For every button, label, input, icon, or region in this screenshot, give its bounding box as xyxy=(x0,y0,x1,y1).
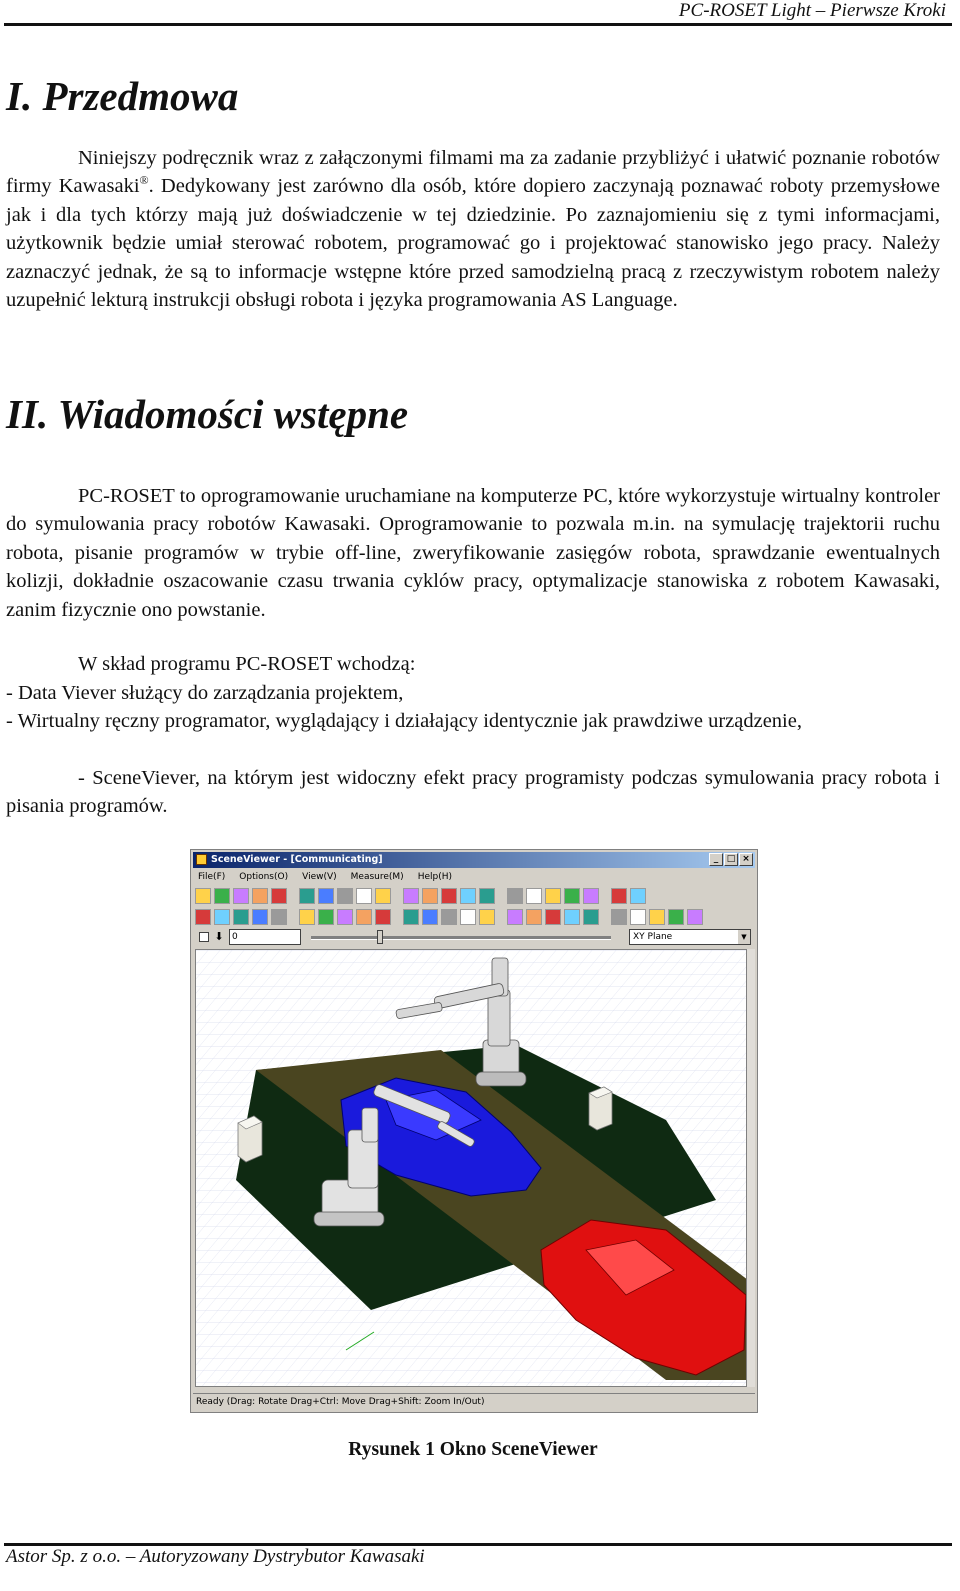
edit-tool-10-icon[interactable] xyxy=(375,909,391,925)
plane-select[interactable] xyxy=(629,929,751,945)
view-tool-3-icon[interactable] xyxy=(252,888,268,904)
toggle-checkbox[interactable] xyxy=(199,932,209,942)
3d-viewport[interactable] xyxy=(195,949,747,1387)
component-item-teach-pendant: - Wirtualny ręczny programator, wyglądający i działający identycznie jak prawdziwe urządzenie, xyxy=(6,710,802,732)
edit-tool-20-icon[interactable] xyxy=(545,909,561,925)
vertical-scrollbar[interactable] xyxy=(747,949,755,1387)
view-tool-0-icon[interactable] xyxy=(195,888,211,904)
edit-tool-3-icon[interactable] xyxy=(252,909,268,925)
view-tool-25-icon[interactable] xyxy=(630,888,646,904)
scene-render xyxy=(196,950,747,1387)
app-icon xyxy=(196,854,207,865)
plane-select-value: XY Plane xyxy=(633,932,673,942)
edit-tool-7-icon[interactable] xyxy=(318,909,334,925)
edit-tool-0-icon[interactable] xyxy=(195,909,211,925)
preface-paragraph xyxy=(6,144,940,314)
view-tool-24-icon[interactable] xyxy=(611,888,627,904)
frame-spin-input[interactable]: 0 xyxy=(229,929,301,945)
edit-tool-15-icon[interactable] xyxy=(460,909,476,925)
toolbar-row-2 xyxy=(195,907,753,927)
view-tool-2-icon[interactable] xyxy=(233,888,249,904)
edit-tool-2-icon[interactable] xyxy=(233,909,249,925)
edit-tool-13-icon[interactable] xyxy=(422,909,438,925)
view-tool-20-icon[interactable] xyxy=(545,888,561,904)
view-tool-18-icon[interactable] xyxy=(507,888,523,904)
preface-text-after: . Dedykowany jest zarówno dla osób, które dopiero zaczynają poznawać roboty przemysłowe jak i dla tych którzy mają już doświadczenie w tej dziedzinie. Po zaznajomieniu się z tymi informacjami, użytkownik będzie umiał sterować robotem, programować go i projektować stanowisko jego pracy. Należy zaznaczyć jednak, że są to informacje wstępne które przed samodzielną pracą z rzeczywistym robotem należy uzupełnić lekturą instrukcji obsługi robota i języka programowania AS Language. xyxy=(6,175,940,312)
close-button[interactable]: × xyxy=(739,853,753,866)
edit-tool-8-icon[interactable] xyxy=(337,909,353,925)
maximize-button[interactable]: □ xyxy=(724,853,738,866)
view-tool-14-icon[interactable] xyxy=(441,888,457,904)
edit-tool-18-icon[interactable] xyxy=(507,909,523,925)
view-tool-21-icon[interactable] xyxy=(564,888,580,904)
view-tool-19-icon[interactable] xyxy=(526,888,542,904)
edit-tool-19-icon[interactable] xyxy=(526,909,542,925)
view-tool-1-icon[interactable] xyxy=(214,888,230,904)
view-tool-8-icon[interactable] xyxy=(337,888,353,904)
menu-help[interactable]: Help(H) xyxy=(417,872,453,882)
figure-caption: Rysunek 1 Okno SceneViewer xyxy=(348,1439,598,1460)
menubar xyxy=(193,869,755,885)
menu-file[interactable]: File(F) xyxy=(198,872,226,882)
controller-cabinet-left xyxy=(238,1116,262,1162)
view-tool-22-icon[interactable] xyxy=(583,888,599,904)
edit-tool-6-icon[interactable] xyxy=(299,909,315,925)
edit-tool-12-icon[interactable] xyxy=(403,909,419,925)
preface-text-before: Niniejszy podręcznik wraz z załączonymi filmami ma za zadanie przybliżyć i ułatwić poznanie robotów firmy Kawasaki xyxy=(6,147,940,198)
window-titlebar xyxy=(193,852,755,868)
control-row xyxy=(195,929,753,947)
view-tool-7-icon[interactable] xyxy=(318,888,334,904)
playback-slider[interactable] xyxy=(311,936,611,940)
controller-cabinet-right xyxy=(589,1087,612,1130)
minimize-button[interactable]: _ xyxy=(709,853,723,866)
step-down-arrow-icon[interactable]: ⬇ xyxy=(214,930,224,943)
menu-options[interactable]: Options(O) xyxy=(239,872,289,882)
menu-measure[interactable]: Measure(M) xyxy=(350,872,404,882)
view-tool-13-icon[interactable] xyxy=(422,888,438,904)
edit-tool-22-icon[interactable] xyxy=(583,909,599,925)
view-tool-10-icon[interactable] xyxy=(375,888,391,904)
section-heading-intro: II. Wiadomości wstępne xyxy=(6,391,409,437)
edit-tool-27-icon[interactable] xyxy=(668,909,684,925)
edit-tool-4-icon[interactable] xyxy=(271,909,287,925)
edit-tool-1-icon[interactable] xyxy=(214,909,230,925)
edit-tool-28-icon[interactable] xyxy=(687,909,703,925)
edit-tool-25-icon[interactable] xyxy=(630,909,646,925)
menu-view[interactable]: View(V) xyxy=(302,872,337,882)
edit-tool-16-icon[interactable] xyxy=(479,909,495,925)
component-item-dataviewer: - Data Viever służący do zarządzania projektem, xyxy=(6,682,404,704)
toolbar-row-1 xyxy=(195,886,753,906)
view-tool-4-icon[interactable] xyxy=(271,888,287,904)
view-tool-15-icon[interactable] xyxy=(460,888,476,904)
view-tool-6-icon[interactable] xyxy=(299,888,315,904)
slider-thumb[interactable] xyxy=(377,930,383,944)
edit-tool-26-icon[interactable] xyxy=(649,909,665,925)
window-title: SceneViewer - [Communicating] xyxy=(211,854,383,865)
edit-tool-9-icon[interactable] xyxy=(356,909,372,925)
components-lead: W skład programu PC-ROSET wchodzą: xyxy=(78,653,416,675)
footer-text: Astor Sp. z o.o. – Autoryzowany Dystrybutor Kawasaki xyxy=(6,1546,425,1567)
view-tool-12-icon[interactable] xyxy=(403,888,419,904)
section-heading-preface: I. Przedmowa xyxy=(6,73,239,119)
component-item-sceneviewer: - SceneViever, na którym jest widoczny efekt pracy programisty podczas symulowania pracy robota i pisania programów. xyxy=(6,767,940,818)
edit-tool-14-icon[interactable] xyxy=(441,909,457,925)
sceneviewer-window xyxy=(190,849,758,1413)
edit-tool-21-icon[interactable] xyxy=(564,909,580,925)
edit-tool-24-icon[interactable] xyxy=(611,909,627,925)
intro-paragraph: PC-ROSET to oprogramowanie uruchamiane na komputerze PC, które wykorzystuje wirtualny kontroler do symulowania pracy robotów Kawasaki. Oprogramowanie to pozwala m.in. na symulację trajektorii ruchu robota, pisanie programów w trybie off-line, zweryfikowanie zasięgów robota, sprawdzanie ewentualnych kolizji, dokładnie oszacowanie czasu trwania cyklów pracy, optymalizacje stanowiska z robotem Kawasaki, zanim fizycznie ono powstanie. xyxy=(6,485,940,621)
registered-mark: ® xyxy=(139,173,149,188)
chevron-down-icon: ▼ xyxy=(738,930,750,944)
view-tool-16-icon[interactable] xyxy=(479,888,495,904)
running-header: PC-ROSET Light – Pierwsze Kroki xyxy=(678,0,946,21)
header-rule xyxy=(4,23,952,26)
status-bar: Ready (Drag: Rotate Drag+Ctrl: Move Drag+Shift: Zoom In/Out) xyxy=(193,1393,755,1410)
view-tool-9-icon[interactable] xyxy=(356,888,372,904)
